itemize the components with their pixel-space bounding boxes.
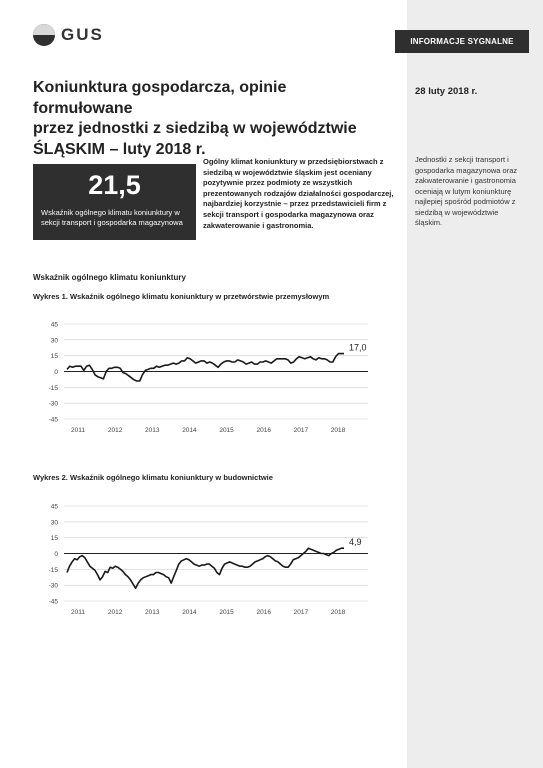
x-tick-label: 2017	[293, 609, 309, 616]
end-value-label: 17,0	[349, 342, 367, 353]
x-tick-label: 2012	[107, 427, 123, 434]
x-tick-label: 2011	[71, 609, 85, 616]
x-tick-label: 2015	[219, 609, 234, 616]
gus-logo	[33, 24, 104, 46]
chart-2	[28, 496, 388, 622]
x-tick-label: 2014	[182, 609, 197, 616]
sidebar-panel	[407, 0, 543, 768]
x-tick-label: 2013	[145, 609, 160, 616]
gus-logo-icon	[33, 24, 55, 46]
kpi-box	[33, 164, 196, 240]
title-line: Koniunktura gospodarcza, opinie formułowane	[33, 79, 287, 117]
x-tick-label: 2013	[145, 427, 160, 434]
x-tick-label: 2015	[219, 427, 234, 434]
y-tick-label: 30	[50, 519, 58, 527]
title-line: ŚLĄSKIM – luty 2018 r.	[33, 140, 206, 158]
chart-2-title: Wykres 2. Wskaźnik ogólnego klimatu koniunktury w budownictwie	[33, 473, 273, 482]
y-tick-label: 30	[50, 337, 58, 345]
y-tick-label: -30	[48, 582, 58, 590]
x-tick-label: 2016	[256, 427, 271, 434]
x-tick-label: 2017	[293, 427, 309, 434]
y-tick-label: -30	[48, 400, 58, 408]
y-tick-label: 15	[50, 535, 58, 543]
logo-text: GUS	[61, 25, 104, 44]
y-tick-label: -15	[48, 384, 58, 392]
side-note: Jednostki z sekcji transport i gospodarka magazynowa oraz zakwaterowanie i gastronomia oceniają w lutym koniunkturę najlepiej spośród podmiotów z siedzibą w województwie śląskim.	[415, 155, 518, 227]
y-tick-label: 15	[50, 353, 58, 361]
chart-1	[28, 314, 388, 440]
y-tick-label: -15	[48, 566, 58, 574]
end-value-label: 4,9	[349, 537, 362, 548]
page-title	[33, 78, 383, 160]
series-line	[67, 548, 344, 588]
category-badge: INFORMACJE SYGNALNE	[395, 30, 529, 53]
x-tick-label: 2016	[256, 609, 271, 616]
x-tick-label: 2012	[107, 609, 123, 616]
kpi-value: 21,5	[88, 170, 141, 200]
x-tick-label: 2018	[330, 427, 346, 434]
y-tick-label: 0	[54, 369, 58, 376]
title-line: przez jednostki z siedzibą w województwie	[33, 120, 357, 137]
x-tick-label: 2011	[71, 427, 85, 434]
chart-1-title: Wykres 1. Wskaźnik ogólnego klimatu koniunktury w przetwórstwie przemysłowym	[33, 292, 330, 301]
y-tick-label: -45	[48, 416, 58, 424]
publication-date: 28 luty 2018 r.	[415, 86, 478, 97]
x-tick-label: 2018	[330, 609, 346, 616]
y-tick-label: 45	[50, 321, 58, 329]
series-line	[67, 354, 344, 381]
kpi-label: Wskaźnik ogólnego klimatu koniunktury w sekcji transport i gospodarka magazynowa	[41, 208, 183, 227]
x-tick-label: 2014	[182, 427, 197, 434]
y-tick-label: 45	[50, 503, 58, 511]
y-tick-label: 0	[54, 551, 58, 558]
section-heading: Wskaźnik ogólnego klimatu koniunktury	[33, 273, 186, 282]
intro-paragraph: Ogólny klimat koniunktury w przedsiębiorstwach z siedzibą w województwie śląskim jest oceniany pozytywnie przez podmioty ze wszystkich prezentowanych rodzajów działalności gospodarczej, najbardziej korzystnie – przez przedstawicieli firm z sekcji transport i gospodarka magazynowa oraz zakwaterowanie i gastronomia.	[203, 157, 394, 230]
y-tick-label: -45	[48, 598, 58, 606]
